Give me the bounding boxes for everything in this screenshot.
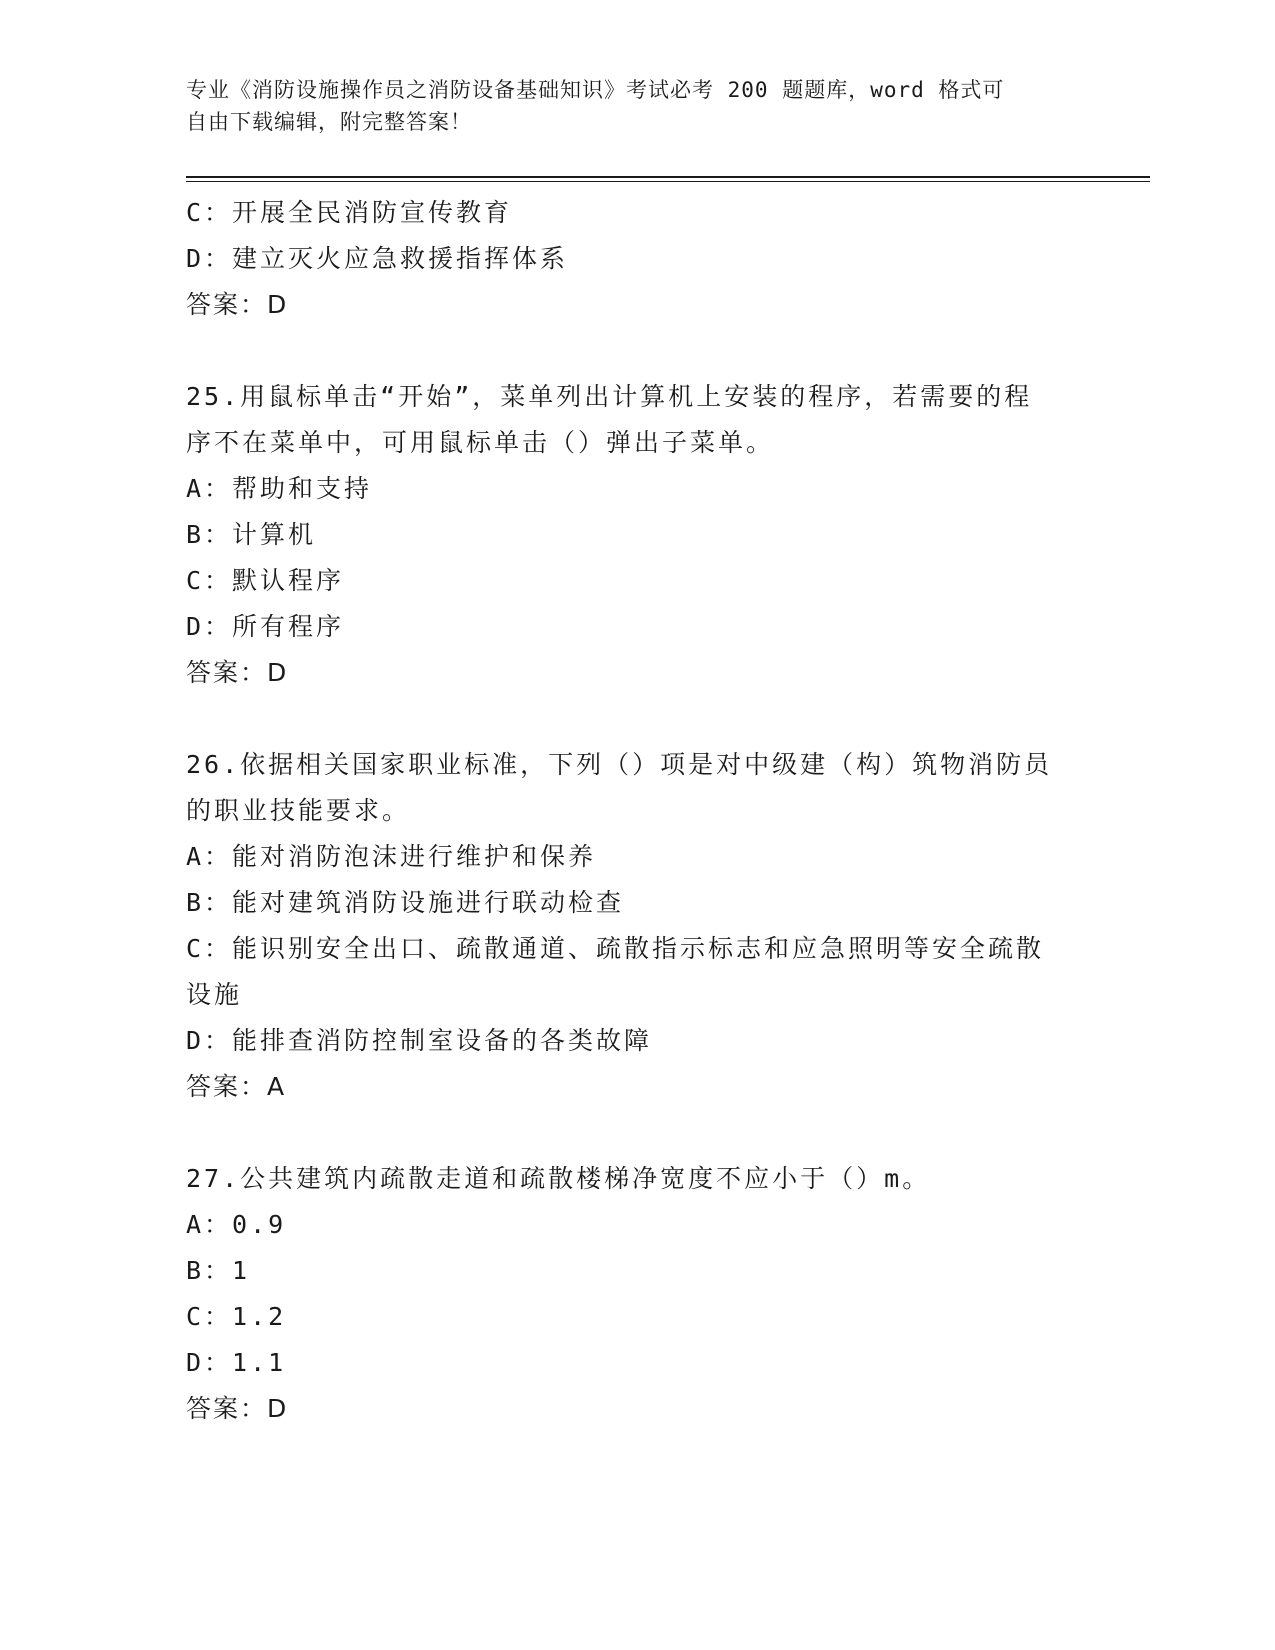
question-content [186,190,1086,1432]
question-26 [186,742,1086,1110]
option-a: A：能对消防泡沫进行维护和保养 [186,842,597,871]
answer: 答案：A [186,1072,287,1101]
spacer [186,696,1086,742]
question-stem: 26.依据相关国家职业标准，下列（）项是对中级建（构）筑物消防员 [186,750,1053,779]
option-b: B：计算机 [186,520,317,549]
header-line-1: 专业《消防设施操作员之消防设备基础知识》考试必考 200 题题库，word 格式可 [186,78,1005,102]
question-stem: 27.公共建筑内疏散走道和疏散楼梯净宽度不应小于（）m。 [186,1164,931,1193]
option-d: D：1.1 [186,1348,287,1377]
answer: 答案：D [186,290,289,319]
option-c: C：开展全民消防宣传教育 [186,198,513,227]
question-stem: 25.用鼠标单击“开始”，菜单列出计算机上安装的程序，若需要的程 [186,382,1033,411]
option-a: A：0.9 [186,1210,287,1239]
question-25 [186,374,1086,696]
option-d: D：建立灭火应急救援指挥体系 [186,244,569,273]
header-rule-thin [186,181,1150,182]
option-c: C：1.2 [186,1302,287,1331]
spacer [186,328,1086,374]
spacer [186,1110,1086,1156]
question-stem-continued: 的职业技能要求。 [186,796,411,825]
previous-question-tail [186,190,1086,328]
answer: 答案：D [186,1394,289,1423]
option-c: C：默认程序 [186,566,345,595]
option-c: C：能识别安全出口、疏散通道、疏散指示标志和应急照明等安全疏散 [186,934,1045,963]
header-line-2: 自由下载编辑，附完整答案！ [186,110,472,134]
question-stem-continued: 序不在菜单中，可用鼠标单击（）弹出子菜单。 [186,428,775,457]
option-b: B：能对建筑消防设施进行联动检查 [186,888,625,917]
document-header [186,74,1066,138]
option-b: B：1 [186,1256,251,1285]
answer: 答案：D [186,658,289,687]
option-d: D：能排查消防控制室设备的各类故障 [186,1026,653,1055]
option-d: D：所有程序 [186,612,345,641]
option-a: A：帮助和支持 [186,474,373,503]
header-rule-thick [186,176,1150,178]
question-27 [186,1156,1086,1432]
option-c-continued: 设施 [186,980,243,1009]
